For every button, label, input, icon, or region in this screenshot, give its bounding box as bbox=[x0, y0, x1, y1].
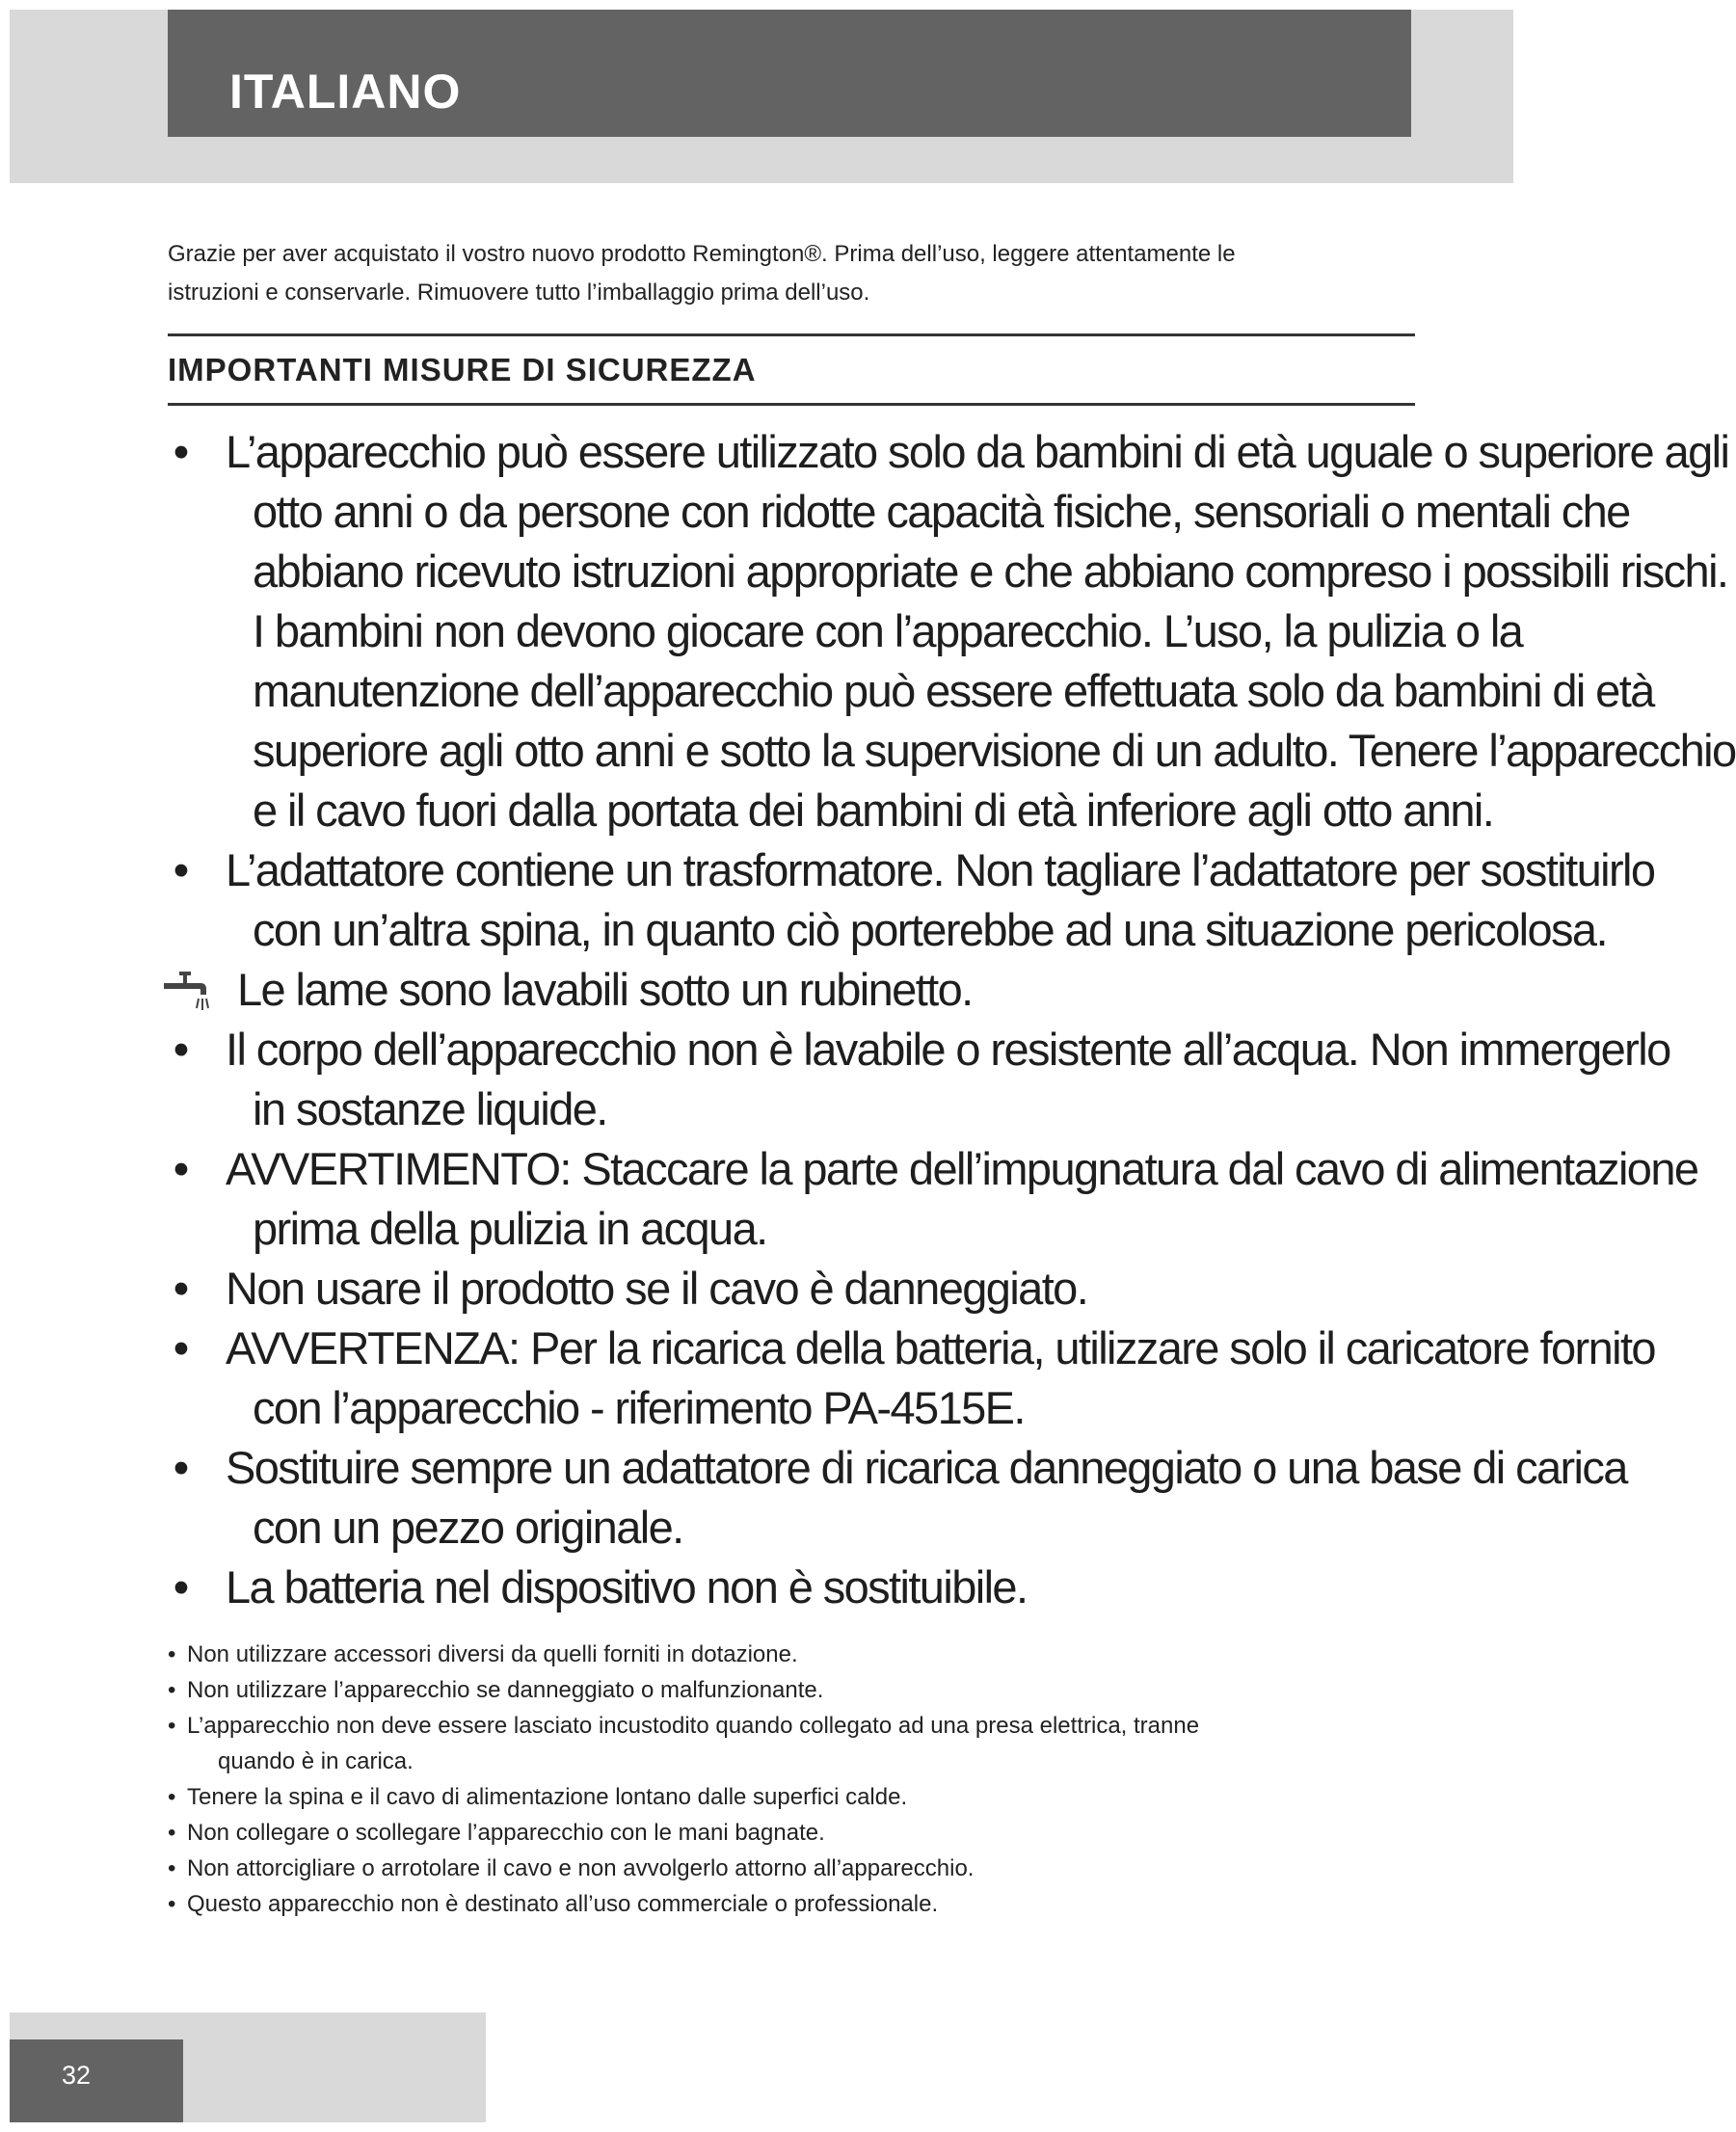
section-top-rule bbox=[168, 333, 1415, 336]
language-header-bar bbox=[168, 10, 1411, 137]
list-item bbox=[162, 1259, 1434, 1319]
bullet-marker: • bbox=[168, 1784, 176, 1810]
intro-paragraph bbox=[168, 235, 1421, 312]
list-item bbox=[168, 1672, 1421, 1708]
list-item bbox=[162, 1319, 1655, 1438]
list-item-line: manutenzione dell’apparecchio può essere effettuata solo da bambini di età bbox=[253, 665, 1654, 716]
list-item-line: L’apparecchio può essere utilizzato solo da bambini di età uguale o superiore agli bbox=[226, 426, 1729, 477]
list-item-line: Questo apparecchio non è destinato all’uso commerciale o professionale. bbox=[187, 1891, 939, 1917]
bullet-marker: • bbox=[173, 1322, 190, 1373]
tap-note-text: Le lame sono lavabili sotto un rubinetto. bbox=[237, 964, 973, 1015]
tap-water-icon bbox=[162, 970, 224, 1016]
bullet-marker: • bbox=[168, 1820, 176, 1846]
bullet-marker: • bbox=[168, 1641, 176, 1667]
intro-line: istruzioni e conservarle. Rimuovere tutto l’imballaggio prima dell’uso. bbox=[168, 280, 870, 306]
safety-list-small bbox=[168, 1637, 1421, 1922]
safety-list-large bbox=[162, 422, 1736, 1617]
list-item-line: Tenere la spina e il cavo di alimentazione lontano dalle superfici calde. bbox=[187, 1784, 908, 1810]
list-item bbox=[162, 840, 1655, 960]
list-item-line: L’adattatore contiene un trasformatore. Non tagliare l’adattatore per sostituirlo bbox=[226, 844, 1655, 895]
list-item-line: AVVERTENZA: Per la ricarica della batteria, utilizzare solo il caricatore fornito bbox=[226, 1322, 1655, 1373]
list-item-line: Non usare il prodotto se il cavo è danneggiato. bbox=[226, 1263, 1088, 1314]
bullet-marker: • bbox=[168, 1855, 176, 1881]
bullet-marker: • bbox=[173, 1561, 190, 1612]
list-item-line: Non attorcigliare o arrotolare il cavo e non avvolgerlo attorno all’apparecchio. bbox=[187, 1855, 975, 1881]
list-item bbox=[168, 1815, 1421, 1851]
list-item-line: con l’apparecchio - riferimento PA-4515E. bbox=[253, 1382, 1025, 1433]
bullet-marker: • bbox=[173, 1143, 190, 1194]
list-item bbox=[168, 1637, 1421, 1672]
section-title: IMPORTANTI MISURE DI SICUREZZA bbox=[168, 352, 757, 387]
list-item-line: Non utilizzare accessori diversi da quelli forniti in dotazione. bbox=[187, 1641, 798, 1667]
intro-line: Grazie per aver acquistato il vostro nuovo prodotto Remington®. Prima dell’uso, leggere attentamente le bbox=[168, 241, 1236, 267]
list-item bbox=[168, 1779, 1421, 1815]
list-item bbox=[162, 422, 1736, 840]
list-item bbox=[168, 1851, 1421, 1886]
list-item bbox=[162, 1438, 1627, 1558]
list-item-line: I bambini non devono giocare con l’apparecchio. L’uso, la pulizia o la bbox=[253, 605, 1523, 656]
list-item-line: Non utilizzare l’apparecchio se danneggiato o malfunzionante. bbox=[187, 1677, 824, 1703]
page-number-box bbox=[10, 2039, 183, 2122]
list-item-line: abbiano ricevuto istruzioni appropriate e che abbiano compreso i possibili rischi. bbox=[253, 546, 1728, 597]
list-item-line: con un pezzo originale. bbox=[253, 1502, 683, 1553]
tap-note bbox=[162, 960, 1434, 1020]
page-number: 32 bbox=[62, 2061, 92, 2090]
bullet-marker: • bbox=[173, 426, 190, 477]
list-item-line: La batteria nel dispositivo non è sostituibile. bbox=[226, 1561, 1028, 1612]
list-item bbox=[162, 1558, 1434, 1617]
list-item-line: e il cavo fuori dalla portata dei bambini di età inferiore agli otto anni. bbox=[253, 785, 1494, 836]
list-item-line: con un’altra spina, in quanto ciò porterebbe ad una situazione pericolosa. bbox=[253, 904, 1607, 955]
bullet-marker: • bbox=[173, 1263, 190, 1314]
bullet-marker: • bbox=[168, 1891, 176, 1917]
list-item-line: quando è in carica. bbox=[218, 1748, 414, 1774]
bullet-marker: • bbox=[168, 1677, 176, 1703]
list-item bbox=[168, 1886, 1421, 1922]
list-item-line: Sostituire sempre un adattatore di ricarica danneggiato o una base di carica bbox=[226, 1442, 1627, 1493]
bullet-marker: • bbox=[173, 844, 190, 895]
list-item bbox=[162, 1139, 1698, 1259]
bullet-marker: • bbox=[173, 1442, 190, 1493]
list-item-line: otto anni o da persone con ridotte capacità fisiche, sensoriali o mentali che bbox=[253, 486, 1630, 537]
list-item-line: prima della pulizia in acqua. bbox=[253, 1203, 767, 1254]
section-bottom-rule bbox=[168, 403, 1415, 406]
list-item-line: L’apparecchio non deve essere lasciato incustodito quando collegato ad una presa elettrica, tranne bbox=[187, 1713, 1200, 1739]
bullet-marker: • bbox=[173, 1024, 190, 1075]
list-item-line: Non collegare o scollegare l’apparecchio con le mani bagnate. bbox=[187, 1820, 825, 1846]
list-item bbox=[168, 1708, 1421, 1779]
list-item-line: Il corpo dell’apparecchio non è lavabile o resistente all’acqua. Non immergerlo bbox=[226, 1024, 1670, 1075]
language-title: ITALIANO bbox=[229, 65, 462, 119]
list-item bbox=[162, 1020, 1670, 1139]
list-item-line: in sostanze liquide. bbox=[253, 1083, 607, 1134]
list-item-line: superiore agli otto anni e sotto la supervisione di un adulto. Tenere l’apparecchio bbox=[253, 725, 1736, 776]
bullet-marker: • bbox=[168, 1713, 176, 1739]
list-item-line: AVVERTIMENTO: Staccare la parte dell’impugnatura dal cavo di alimentazione bbox=[226, 1143, 1698, 1194]
